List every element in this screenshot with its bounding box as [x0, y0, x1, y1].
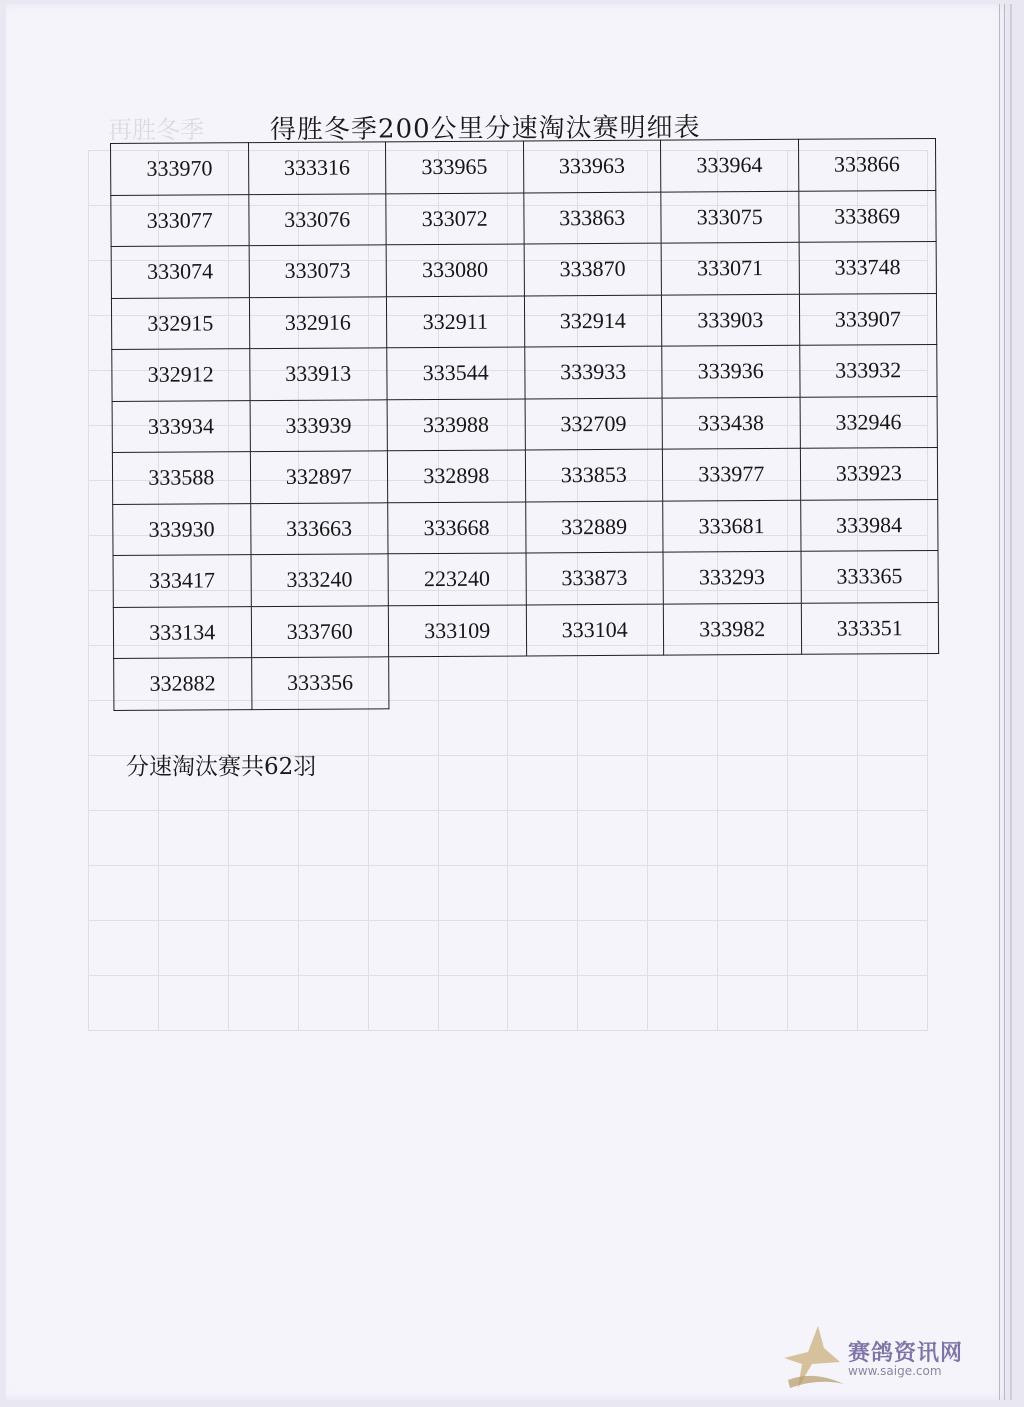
ring-number-cell: 332898 — [387, 450, 525, 502]
ring-number-cell: 333988 — [387, 398, 525, 450]
ring-number-cell: 333853 — [525, 449, 663, 501]
table-row — [112, 396, 937, 453]
ring-number-cell: 223240 — [388, 553, 526, 605]
ring-number-cell: 333930 — [113, 503, 251, 555]
ring-number-cell: 333913 — [249, 348, 387, 400]
table-row — [113, 550, 938, 607]
pigeon-logo-icon — [778, 1318, 848, 1398]
ring-number-cell: 333681 — [663, 500, 801, 552]
ring-number-cell — [801, 653, 939, 705]
ring-number-cell: 332911 — [386, 295, 524, 347]
table-row — [113, 499, 938, 556]
ring-number-cell: 333932 — [799, 344, 937, 396]
watermark-url: www.saige.com — [848, 1364, 942, 1378]
ring-number-cell — [526, 655, 664, 707]
ring-number-cell: 333365 — [801, 550, 939, 602]
table-row — [112, 447, 937, 504]
ring-number-cell: 333869 — [798, 190, 936, 242]
ring-number-cell: 332889 — [525, 501, 663, 553]
ring-number-cell: 332916 — [249, 296, 387, 348]
ring-number-cell: 333964 — [660, 139, 798, 191]
ring-number-cell: 333134 — [113, 606, 251, 658]
ring-number-cell: 333963 — [523, 140, 661, 192]
table-row — [114, 653, 939, 710]
ring-number-cell: 332912 — [112, 349, 250, 401]
ring-number-cell: 333544 — [387, 347, 525, 399]
ring-number-cell: 333668 — [388, 501, 526, 553]
ring-number-cell: 333074 — [111, 246, 249, 298]
ring-number-cell: 333984 — [800, 499, 938, 551]
ring-number-table — [110, 138, 939, 711]
ring-number-cell: 333748 — [799, 241, 937, 293]
ring-number-cell: 333934 — [112, 400, 250, 452]
ring-number-cell: 332709 — [525, 398, 663, 450]
ring-number-cell: 333977 — [662, 448, 800, 500]
ring-number-cell: 333873 — [526, 552, 664, 604]
ring-number-cell: 333076 — [248, 193, 386, 245]
total-count-note: 分速淘汰赛共62羽 — [126, 754, 317, 780]
document-title: 得胜冬季200公里分速淘汰赛明细表 — [269, 112, 701, 146]
ring-number-cell: 333663 — [250, 502, 388, 554]
ring-number-cell: 333933 — [524, 346, 662, 398]
site-watermark — [778, 1318, 978, 1398]
ring-number-cell: 333075 — [661, 191, 799, 243]
ring-number-cell: 333072 — [386, 192, 524, 244]
ring-number-cell: 332914 — [524, 295, 662, 347]
ring-number-cell: 333939 — [250, 399, 388, 451]
ring-number-cell: 333866 — [798, 138, 936, 190]
ring-number-cell: 333316 — [248, 142, 386, 194]
ring-number-cell: 333438 — [662, 397, 800, 449]
ring-number-cell: 332897 — [250, 451, 388, 503]
ring-number-cell: 333104 — [526, 604, 664, 656]
ring-number-cell: 333417 — [113, 555, 251, 607]
ring-number-cell: 333240 — [251, 554, 389, 606]
ring-number-cell: 333071 — [661, 242, 799, 294]
ring-number-cell: 333073 — [249, 245, 387, 297]
ring-number-cell: 333356 — [251, 657, 389, 709]
ring-number-cell: 333903 — [661, 294, 799, 346]
watermark-name: 赛鸽资讯网 — [848, 1341, 964, 1366]
ring-number-cell: 333982 — [663, 603, 801, 655]
paper-edge — [999, 4, 1000, 1400]
table-row — [111, 138, 936, 195]
ring-number-cell: 333923 — [800, 447, 938, 499]
table-row — [113, 602, 938, 659]
ring-number-cell: 333936 — [662, 345, 800, 397]
ring-number-cell: 333077 — [111, 194, 249, 246]
ring-number-cell: 332946 — [800, 396, 938, 448]
table-row — [111, 241, 936, 298]
ring-number-cell: 333293 — [663, 551, 801, 603]
ring-number-cell: 333760 — [251, 605, 389, 657]
ring-number-cell: 333863 — [523, 192, 661, 244]
ring-number-cell: 333109 — [388, 604, 526, 656]
ring-number-cell: 333588 — [112, 452, 250, 504]
ring-number-cell: 333870 — [524, 243, 662, 295]
paper-edge — [1004, 4, 1005, 1400]
table-row — [111, 293, 936, 350]
ring-number-cell: 333907 — [799, 293, 937, 345]
ring-number-cell — [664, 654, 802, 706]
ring-number-cell: 333080 — [386, 244, 524, 296]
ring-number-cell: 333351 — [801, 602, 939, 654]
ring-number-cell: 332882 — [114, 658, 252, 710]
ring-number-cell: 333970 — [111, 143, 249, 195]
ring-number-cell: 332915 — [111, 297, 249, 349]
table-row — [112, 344, 937, 401]
ring-number-cell: 333965 — [385, 141, 523, 193]
table-row — [111, 190, 936, 247]
ring-number-cell — [389, 656, 527, 708]
